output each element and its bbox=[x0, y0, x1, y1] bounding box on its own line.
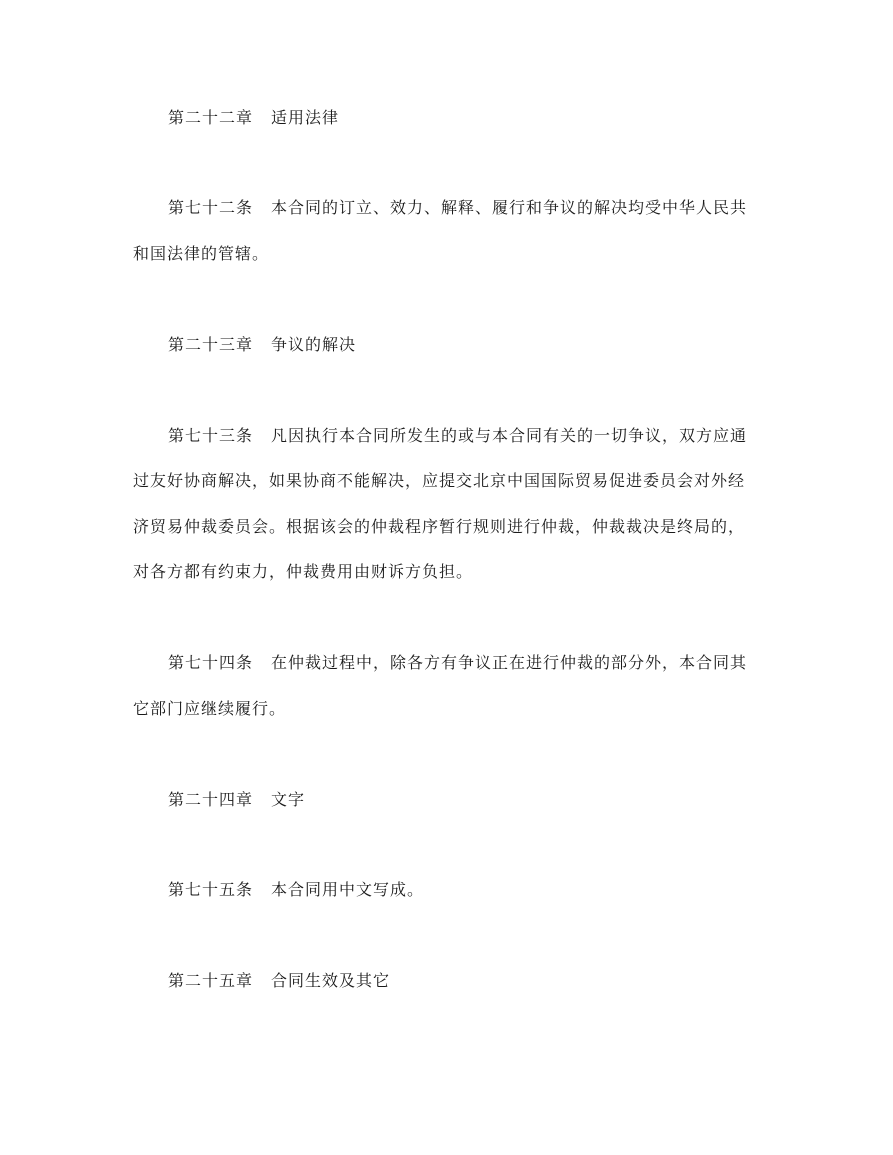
chapter-title: 合同生效及其它 bbox=[271, 971, 391, 990]
article-line: 过友好协商解决，如果协商不能解决，应提交北京中国国际贸易促进委员会对外经 bbox=[133, 471, 746, 490]
article-number: 第七十四条 bbox=[168, 653, 254, 672]
chapter-heading bbox=[168, 335, 808, 355]
chapter-heading bbox=[168, 971, 808, 991]
chapter-title: 适用法律 bbox=[271, 108, 340, 127]
article-text: 在仲裁过程中，除各方有争议正在进行仲裁的部分外，本合同其 bbox=[271, 653, 748, 672]
article-line: 对各方都有约束力，仲裁费用由财诉方负担。 bbox=[133, 562, 474, 581]
chapter-number: 第二十四章 bbox=[168, 790, 254, 809]
article-line: 和国法律的管辖。 bbox=[133, 244, 270, 263]
article-number: 第七十二条 bbox=[168, 198, 254, 217]
article-number: 第七十三条 bbox=[168, 426, 254, 445]
article-line bbox=[168, 198, 808, 218]
article-text: 本合同的订立、效力、解释、履行和争议的解决均受中华人民共 bbox=[271, 198, 748, 217]
chapter-title: 文字 bbox=[271, 790, 306, 809]
chapter-heading bbox=[168, 790, 808, 810]
article-line bbox=[168, 653, 808, 673]
article-line bbox=[168, 426, 808, 446]
article-line bbox=[168, 880, 808, 900]
article-line: 济贸易仲裁委员会。根据该会的仲裁程序暂行规则进行仲裁，仲裁裁决是终局的， bbox=[133, 517, 746, 536]
article-line: 它部门应继续履行。 bbox=[133, 699, 287, 718]
chapter-number: 第二十二章 bbox=[168, 108, 254, 127]
chapter-heading bbox=[168, 108, 808, 128]
article-number: 第七十五条 bbox=[168, 880, 254, 899]
article-text: 本合同用中文写成。 bbox=[271, 880, 425, 899]
chapter-title: 争议的解决 bbox=[271, 335, 357, 354]
chapter-number: 第二十五章 bbox=[168, 971, 254, 990]
chapter-number: 第二十三章 bbox=[168, 335, 254, 354]
article-text: 凡因执行本合同所发生的或与本合同有关的一切争议，双方应通 bbox=[271, 426, 748, 445]
